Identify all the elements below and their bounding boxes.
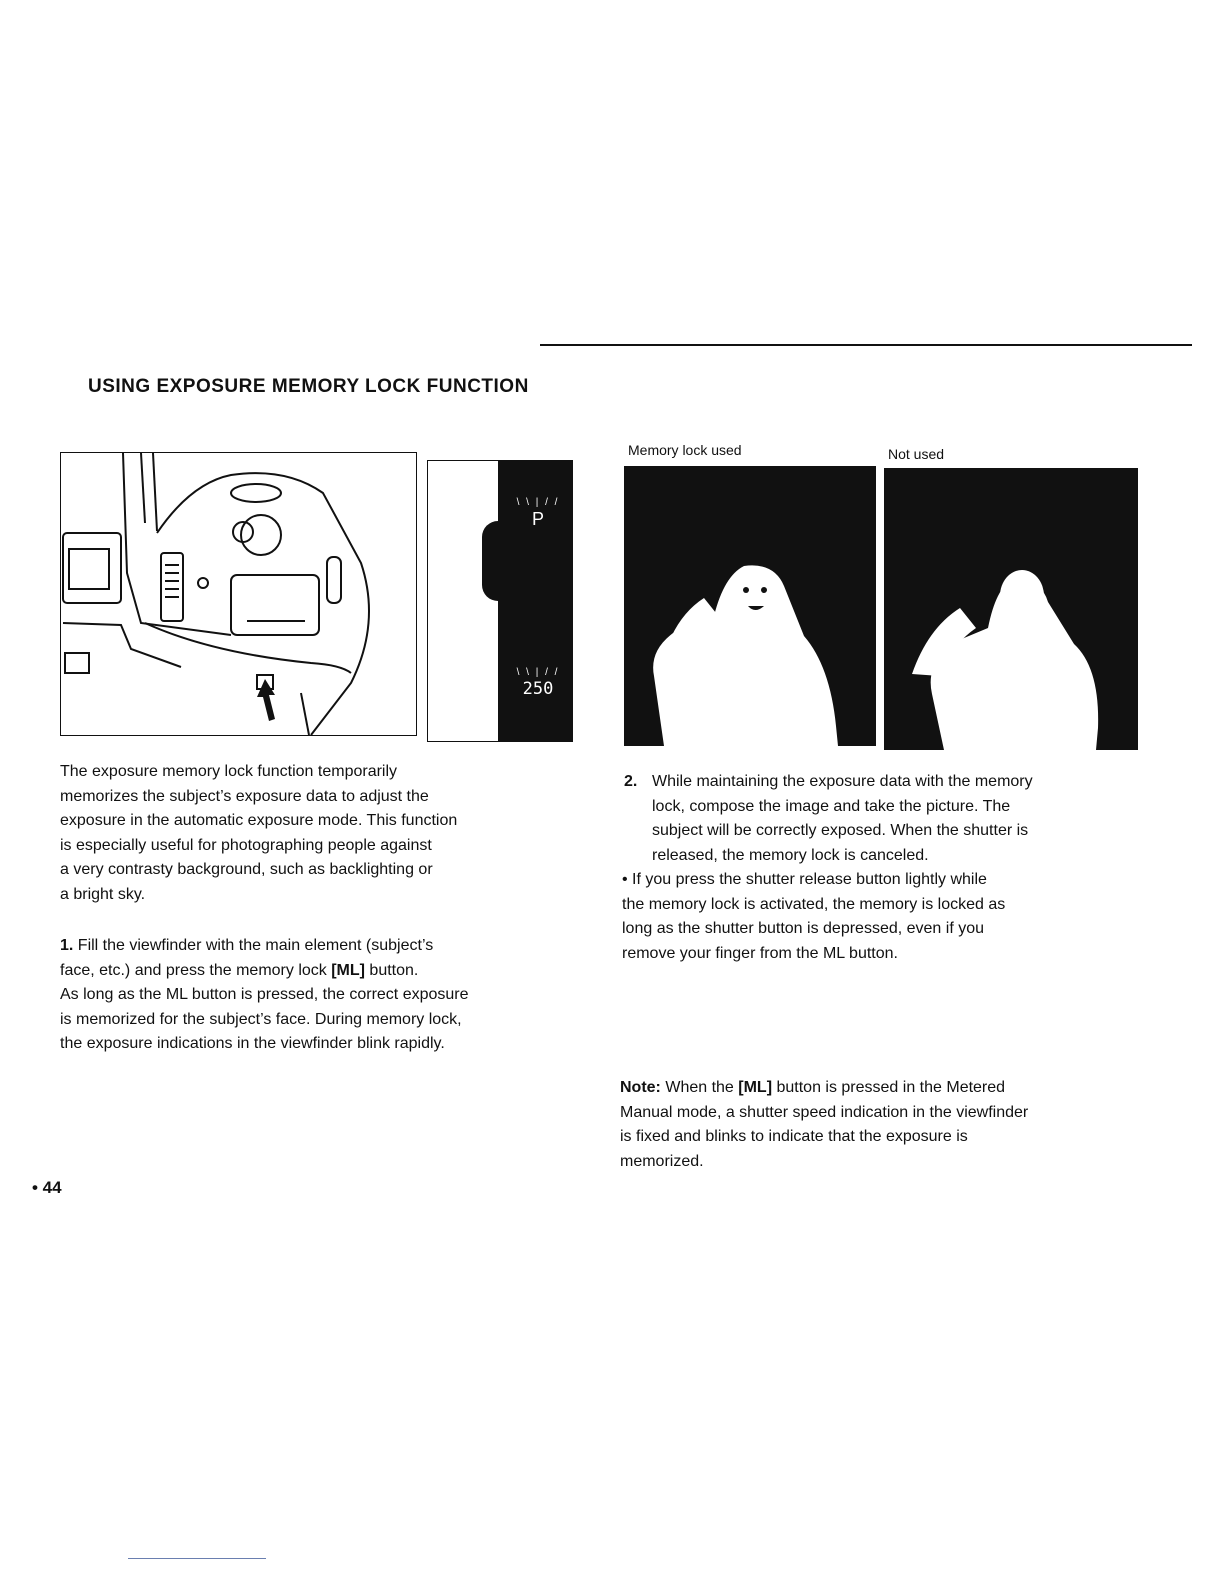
ml-button-label: [ML] xyxy=(331,961,365,979)
caption-memory-lock-used: Memory lock used xyxy=(628,442,742,458)
text-line: the memory lock is activated, the memory is locked as xyxy=(622,895,1006,913)
photo-not-used xyxy=(884,468,1138,750)
step-2-text: While maintaining the exposure data with the memory xyxy=(652,773,1033,790)
step-1 xyxy=(60,934,580,1057)
note-line-1 xyxy=(620,1076,1160,1101)
step-1-line-1 xyxy=(60,934,580,959)
text-span: face, etc.) and press the memory lock xyxy=(60,961,332,979)
footer-rule xyxy=(128,1558,266,1559)
text-line: The exposure memory lock function temporarily xyxy=(60,763,398,780)
text-line: is memorized for the subject’s face. During memory lock, xyxy=(60,1010,462,1028)
camera-illustration xyxy=(60,452,417,736)
ml-button-label: [ML] xyxy=(738,1079,773,1096)
text-line: lock, compose the image and take the picture. The xyxy=(652,797,1011,815)
step-2-line-1 xyxy=(622,770,1162,795)
viewfinder-shadow xyxy=(482,521,512,601)
step-1-text: Fill the viewfinder with the main element (subject’s xyxy=(77,937,434,954)
text-line: is especially useful for photographing people against xyxy=(60,836,432,854)
text-line: a very contrasty background, such as backlighting or xyxy=(60,861,433,878)
header-rule xyxy=(540,344,1192,346)
text-line: a bright sky. xyxy=(60,885,146,903)
step-2 xyxy=(622,770,1162,966)
caption-not-used: Not used xyxy=(888,446,945,462)
text-line: subject will be correctly exposed. When the shutter is xyxy=(652,822,1029,839)
photo-memory-lock-used xyxy=(624,466,876,746)
step-1-number: 1. xyxy=(60,937,74,954)
page-title: USING EXPOSURE MEMORY LOCK FUNCTION xyxy=(88,376,529,397)
text-line: memorizes the subject’s exposure data to adjust the xyxy=(60,787,429,805)
intro-paragraph xyxy=(60,760,580,907)
blink-marks-bottom: \ \ | / / xyxy=(516,667,560,678)
bullet-line: • If you press the shutter release button lightly while xyxy=(622,871,987,888)
silhouette-not-used xyxy=(884,468,1138,750)
text-line: Manual mode, a shutter speed indication in the viewfinder xyxy=(620,1103,1029,1121)
text-line: released, the memory lock is canceled. xyxy=(652,846,929,864)
text-line: As long as the ML button is pressed, the correct exposure xyxy=(60,986,469,1003)
viewfinder-display xyxy=(427,460,573,742)
text-line: the exposure indications in the viewfinder blink rapidly. xyxy=(60,1035,445,1052)
text-span: When the xyxy=(660,1079,739,1096)
viewfinder-mode: P xyxy=(531,509,544,529)
text-span: button. xyxy=(364,961,419,979)
step-1-line-2 xyxy=(60,959,580,984)
text-span: button is pressed in the Metered xyxy=(772,1079,1006,1096)
blink-marks-top: \ \ | / / xyxy=(516,497,560,508)
silhouette-used xyxy=(624,466,876,746)
text-line: memorized. xyxy=(620,1152,704,1170)
text-line: remove your finger from the ML button. xyxy=(622,944,898,962)
text-line: exposure in the automatic exposure mode. This function xyxy=(60,812,458,829)
step-2-number: 2. xyxy=(624,773,638,790)
text-line: long as the shutter button is depressed, even if you xyxy=(622,920,985,937)
viewfinder-shutter: 250 xyxy=(522,679,554,699)
text-line: is fixed and blinks to indicate that the exposure is xyxy=(620,1128,968,1145)
note xyxy=(620,1076,1160,1174)
camera-drawing xyxy=(61,453,416,735)
page-number: • 44 xyxy=(32,1178,62,1197)
note-label: Note: xyxy=(620,1079,661,1096)
